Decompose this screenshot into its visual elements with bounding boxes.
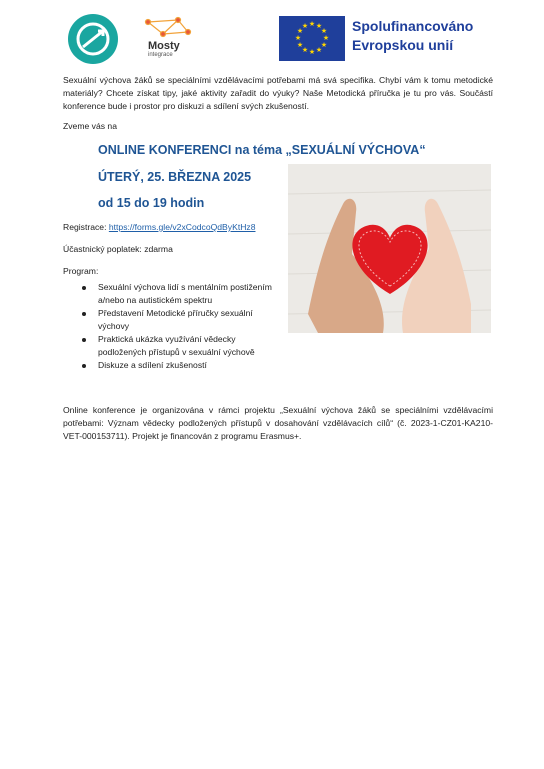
program-item: Sexuální výchova lidí s mentálním postižením a/nebo na autistickém spektru xyxy=(78,281,278,307)
outro-paragraph: Online konference je organizována v rámci projektu „Sexuální výchova žáků se speciálními vzdělávacími potřebami: Význam vědecky podložených přístupů v dosahování vzdělávacích cílů“ (č. 2023-1-CZ01-KA210-VET-000153711). Projekt je financován z programu Erasmus+. xyxy=(63,405,493,441)
registration-label: Registrace: xyxy=(63,222,109,232)
svg-text:★: ★ xyxy=(301,22,309,30)
conference-date: ÚTERÝ, 25. BŘEZNA 2025 xyxy=(98,170,252,184)
registration-link[interactable]: https://forms.gle/v2xCodcoQdByKtHz8 xyxy=(108,222,256,232)
mosty-logo-name: Mosty xyxy=(148,40,180,52)
fee-text: Účastnický poplatek: zdarma xyxy=(63,244,173,254)
svg-text:★: ★ xyxy=(320,27,328,35)
svg-text:★: ★ xyxy=(322,34,330,42)
eu-text-line1: Spolufinancováno xyxy=(352,18,474,34)
eu-cofunding-text xyxy=(352,17,473,55)
eu-flag-icon xyxy=(279,16,345,61)
svg-text:★: ★ xyxy=(320,41,328,49)
svg-text:★: ★ xyxy=(294,34,302,42)
mosty-logo-subtitle: integrace xyxy=(148,52,173,58)
program-item: Představení Metodické příručky sexuální výchovy xyxy=(78,307,278,333)
hands-heart-image xyxy=(288,164,491,333)
svg-text:★: ★ xyxy=(301,46,309,54)
svg-text:★: ★ xyxy=(296,41,304,49)
conference-headline: ONLINE KONFERENCI na téma „SEXUÁLNÍ VÝCHOVA“ xyxy=(98,143,426,157)
svg-text:★: ★ xyxy=(315,22,323,30)
eu-text-line2: Evropskou unií xyxy=(352,37,454,53)
invite-text: Zveme vás na xyxy=(63,121,117,131)
organization-logo xyxy=(68,14,118,64)
svg-text:★: ★ xyxy=(296,27,304,35)
conference-time: od 15 do 19 hodin xyxy=(98,196,205,210)
registration-line xyxy=(63,222,256,232)
svg-text:★: ★ xyxy=(308,20,316,28)
program-label: Program: xyxy=(63,266,99,276)
program-list xyxy=(78,281,278,372)
program-item: Diskuze a sdílení zkušeností xyxy=(78,359,278,372)
program-item: Praktická ukázka využívání vědecky podložených přístupů v sexuální výchově xyxy=(78,333,278,359)
svg-text:★: ★ xyxy=(308,48,316,56)
svg-text:★: ★ xyxy=(315,46,323,54)
intro-paragraph: Sexuální výchova žáků se speciálními vzdělávacími potřebami má svá specifika. Chybí vám k tomu metodické materiály? Chcete získat tipy, jaké aktivity zařadit do výuky? Naše Metodická příručka je tu pro vás. Součástí konference bude i prostor pro diskuzi a sdílení svých zkušeností. xyxy=(63,75,493,111)
